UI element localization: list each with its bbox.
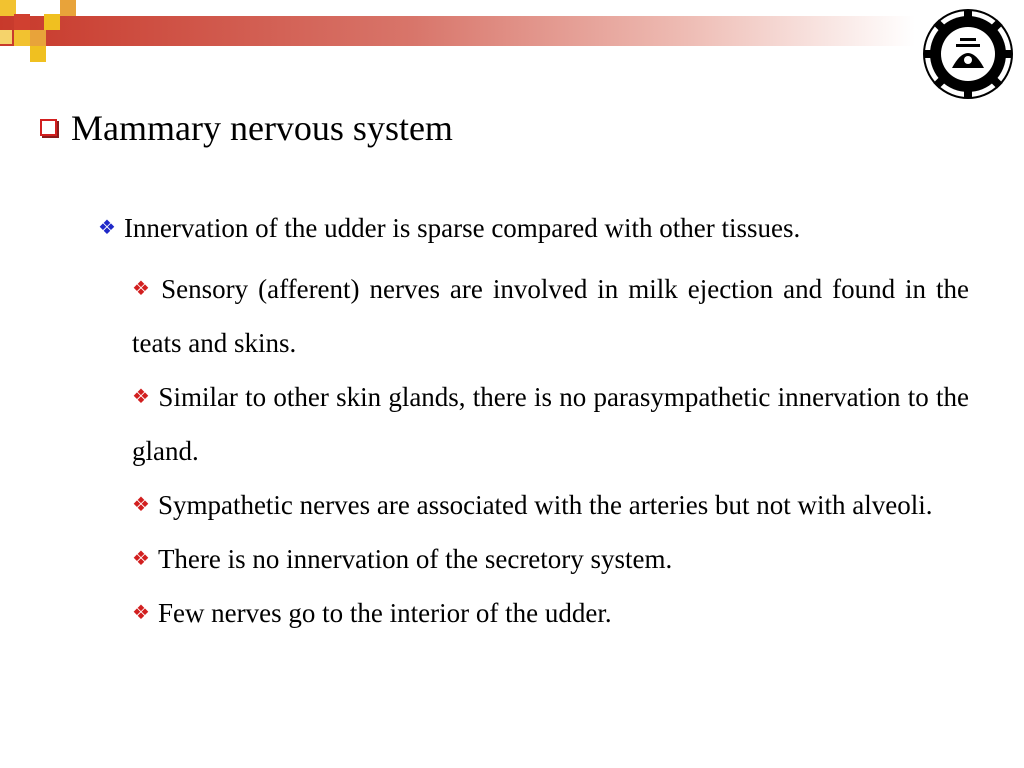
decor-square — [44, 14, 60, 30]
square-bullet-icon — [40, 119, 57, 136]
sub-bullet-text: Sympathetic nerves are associated with the arteries but not with alveoli. — [157, 490, 933, 520]
sub-bullet-text: There is no innervation of the secretory system. — [157, 544, 673, 574]
diamond-bullet-icon: ❖ — [132, 494, 150, 516]
sub-bullet-text: Sensory (afferent) nerves are involved in milk ejection and found in the teats and skins. — [132, 274, 969, 358]
university-seal-logo — [922, 8, 1014, 100]
main-bullet — [98, 208, 978, 248]
diamond-bullet-icon: ❖ — [132, 548, 150, 570]
decor-square — [30, 46, 46, 62]
decor-square — [60, 0, 76, 16]
sub-bullet — [132, 478, 969, 532]
decor-square — [14, 30, 30, 46]
decor-square — [30, 30, 46, 46]
sub-bullet-text: Similar to other skin glands, there is no parasympathetic innervation to the gland. — [132, 382, 969, 466]
sub-bullet-list — [132, 262, 969, 640]
sub-bullet — [132, 370, 969, 478]
main-bullet-text: Innervation of the udder is sparse compared with other tissues. — [123, 213, 801, 243]
decor-square — [14, 14, 30, 30]
slide-title — [40, 106, 453, 150]
slide-title-text: Mammary nervous system — [71, 108, 453, 148]
diamond-bullet-icon: ❖ — [132, 386, 151, 408]
sub-bullet-text: Few nerves go to the interior of the udder. — [157, 598, 612, 628]
diamond-bullet-icon: ❖ — [132, 278, 154, 300]
sub-bullet — [132, 586, 969, 640]
decor-square — [0, 30, 12, 44]
sub-bullet — [132, 532, 969, 586]
diamond-bullet-icon: ❖ — [98, 217, 116, 239]
header-gradient-band — [0, 16, 915, 46]
sub-bullet — [132, 262, 969, 370]
diamond-bullet-icon: ❖ — [132, 602, 150, 624]
